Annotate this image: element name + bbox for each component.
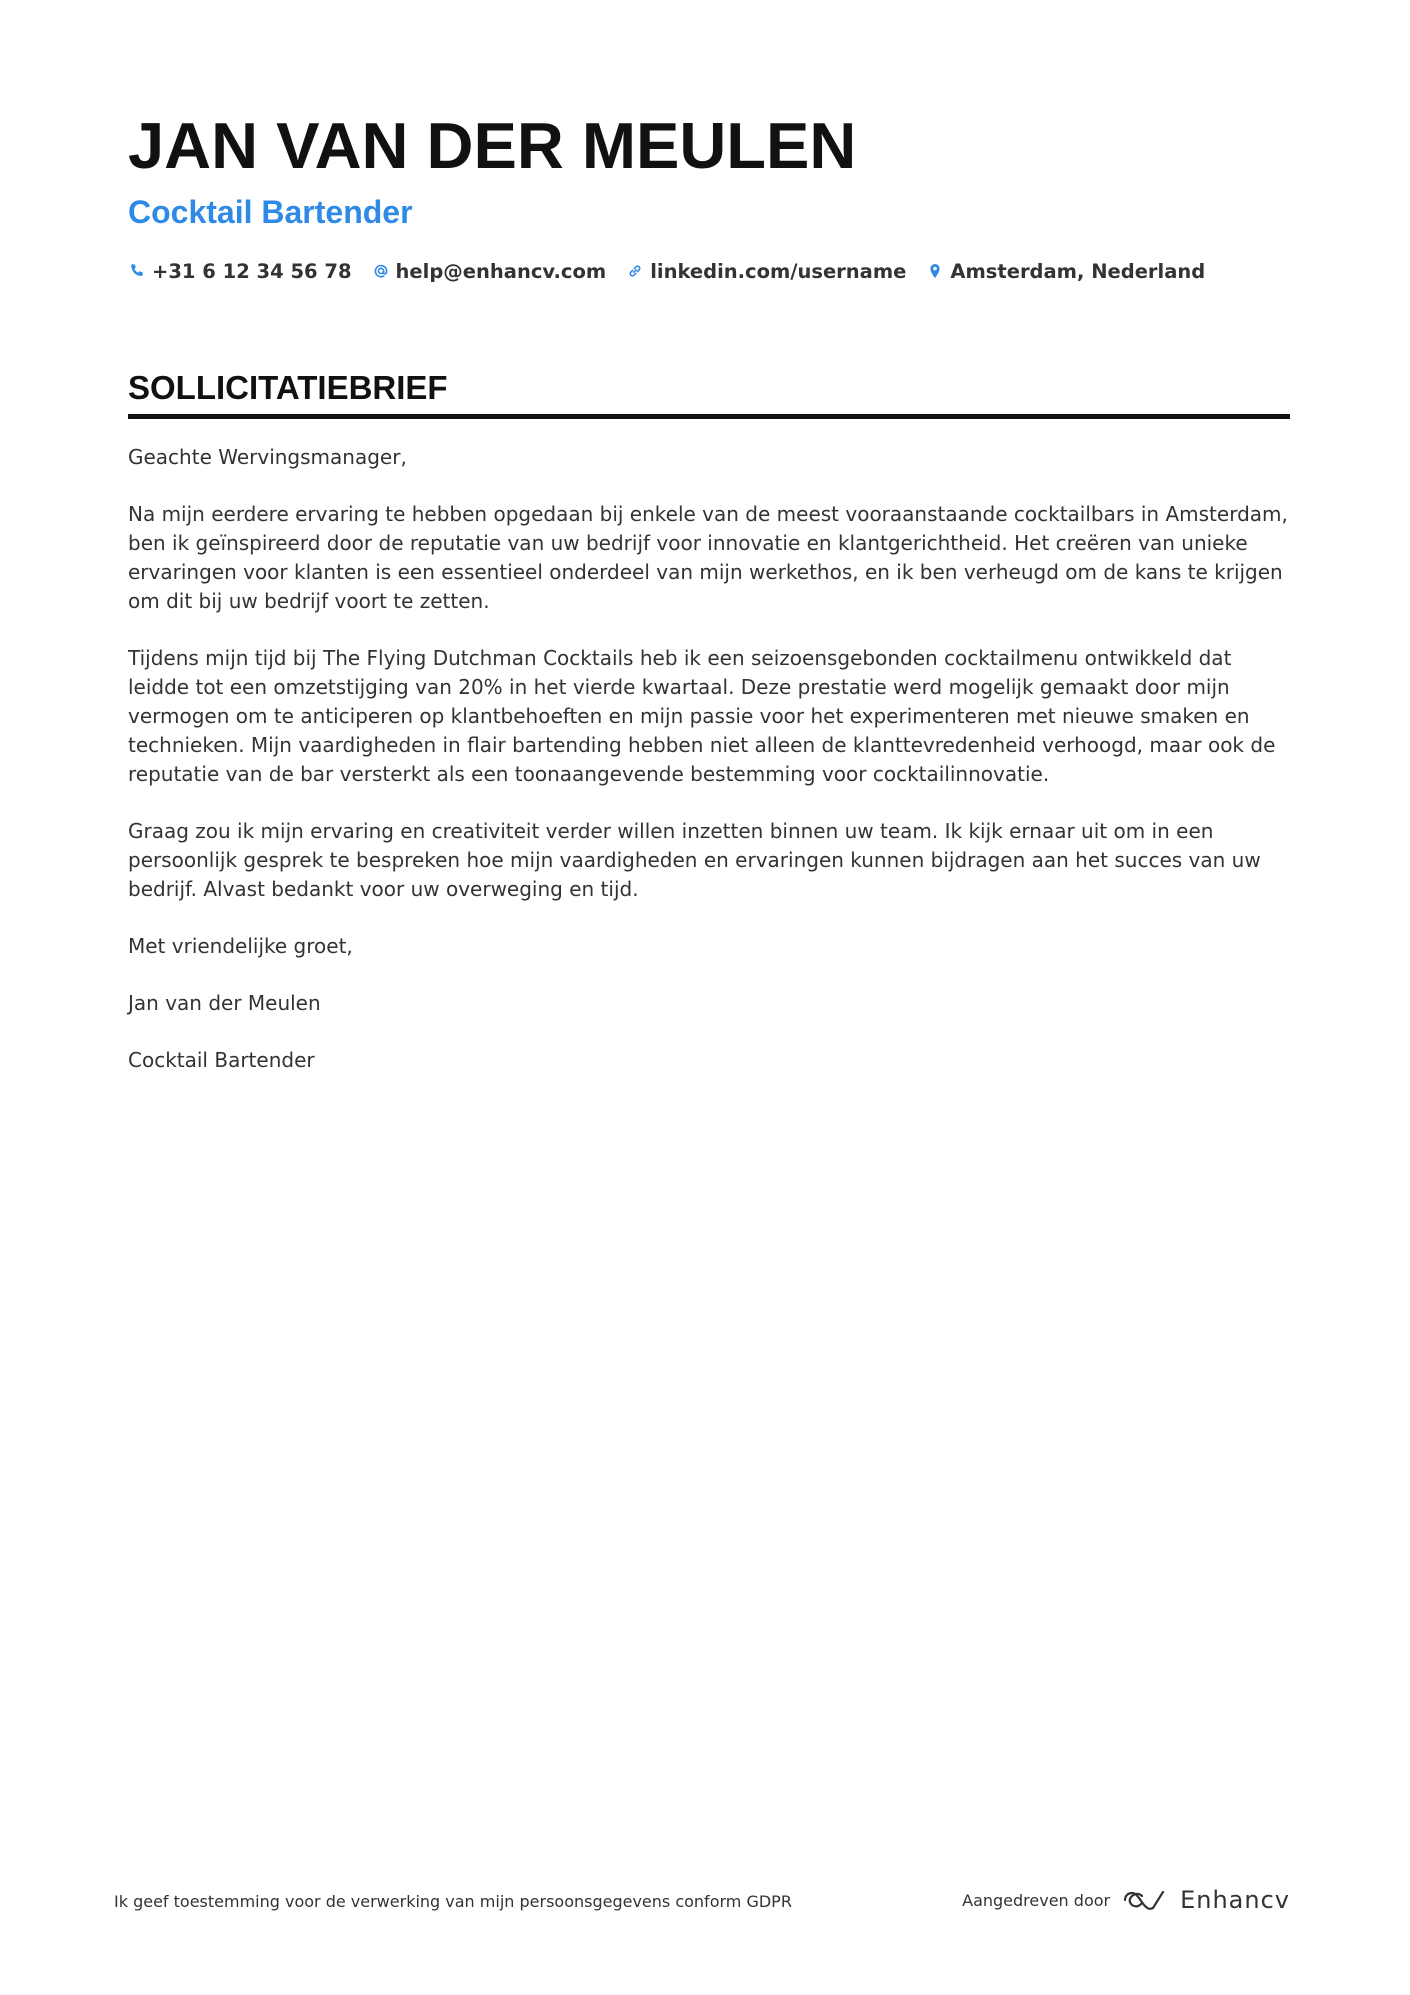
- enhancv-logo-icon: [1122, 1887, 1168, 1913]
- letter-salutation: Geachte Wervingsmanager,: [128, 445, 407, 469]
- contact-email[interactable]: [372, 260, 607, 283]
- powered-by[interactable]: [962, 1880, 1290, 1920]
- contact-bar: [128, 256, 1288, 286]
- letter-body: [128, 443, 1290, 1075]
- map-pin-icon: [926, 262, 944, 280]
- candidate-role: Cocktail Bartender: [128, 194, 413, 230]
- letter-paragraph: Tijdens mijn tijd bij The Flying Dutchman Cocktails heb ik een seizoensgebonden cocktailmenu ontwikkeld dat leidde tot een omzetstijging van 20% in het vierde kwartaal. Deze prestatie werd mogelijk gemaakt door mijn vermogen om te anticiperen op klantbehoeften en mijn passie voor het experimenteren met nieuwe smaken en technieken. Mijn vaardigheden in flair bartending hebben niet alleen de klanttevredenheid verhoogd, maar ook de reputatie van de bar versterkt als een toonaangevende bestemming voor cocktailinnovatie.: [128, 646, 1276, 786]
- contact-phone[interactable]: [128, 260, 352, 283]
- letter-paragraph: Na mijn eerdere ervaring te hebben opgedaan bij enkele van de meest vooraanstaande cocktailbars in Amsterdam, ben ik geïnspireerd door de reputatie van uw bedrijf voor innovatie en klantgerichtheid. Het creëren van unieke ervaringen voor klanten is een essentieel onderdeel van mijn werkethos, en ik ben verheugd om de kans te krijgen om dit bij uw bedrijf voort te zetten.: [128, 502, 1288, 613]
- contact-location: [926, 260, 1205, 283]
- phone-icon: [128, 262, 146, 280]
- contact-email-text: help@enhancv.com: [395, 259, 607, 283]
- contact-linkedin-text: linkedin.com/username: [650, 259, 907, 283]
- letter-paragraph: Graag zou ik mijn ervaring en creativiteit verder willen inzetten binnen uw team. Ik kijk ernaar uit om in een persoonlijk gesprek te bespreken hoe mijn vaardigheden en ervaringen kunnen bijdragen aan het succes van uw bedrijf. Alvast bedankt voor uw overweging en tijd.: [128, 819, 1261, 901]
- candidate-name: JAN VAN DER MEULEN: [128, 109, 857, 182]
- link-icon: [626, 262, 644, 280]
- powered-by-label: Aangedreven door: [962, 1890, 1111, 1910]
- contact-location-text: Amsterdam, Nederland: [950, 259, 1206, 283]
- section-title: SOLLICITATIEBRIEF: [128, 368, 1290, 419]
- letter-section: [128, 368, 1290, 1103]
- contact-phone-text: +31 6 12 34 56 78: [152, 259, 352, 283]
- contact-linkedin[interactable]: [626, 260, 906, 283]
- header: [128, 108, 1288, 286]
- at-icon: [372, 262, 390, 280]
- gdpr-consent: Ik geef toestemming voor de verwerking van mijn persoonsgegevens conform GDPR: [114, 1892, 792, 1911]
- brand-name: Enhancv: [1180, 1886, 1290, 1914]
- footer: [114, 1880, 1290, 1920]
- signature-role: Cocktail Bartender: [128, 1048, 315, 1072]
- signature-name: Jan van der Meulen: [128, 991, 321, 1015]
- letter-closing: Met vriendelijke groet,: [128, 934, 353, 958]
